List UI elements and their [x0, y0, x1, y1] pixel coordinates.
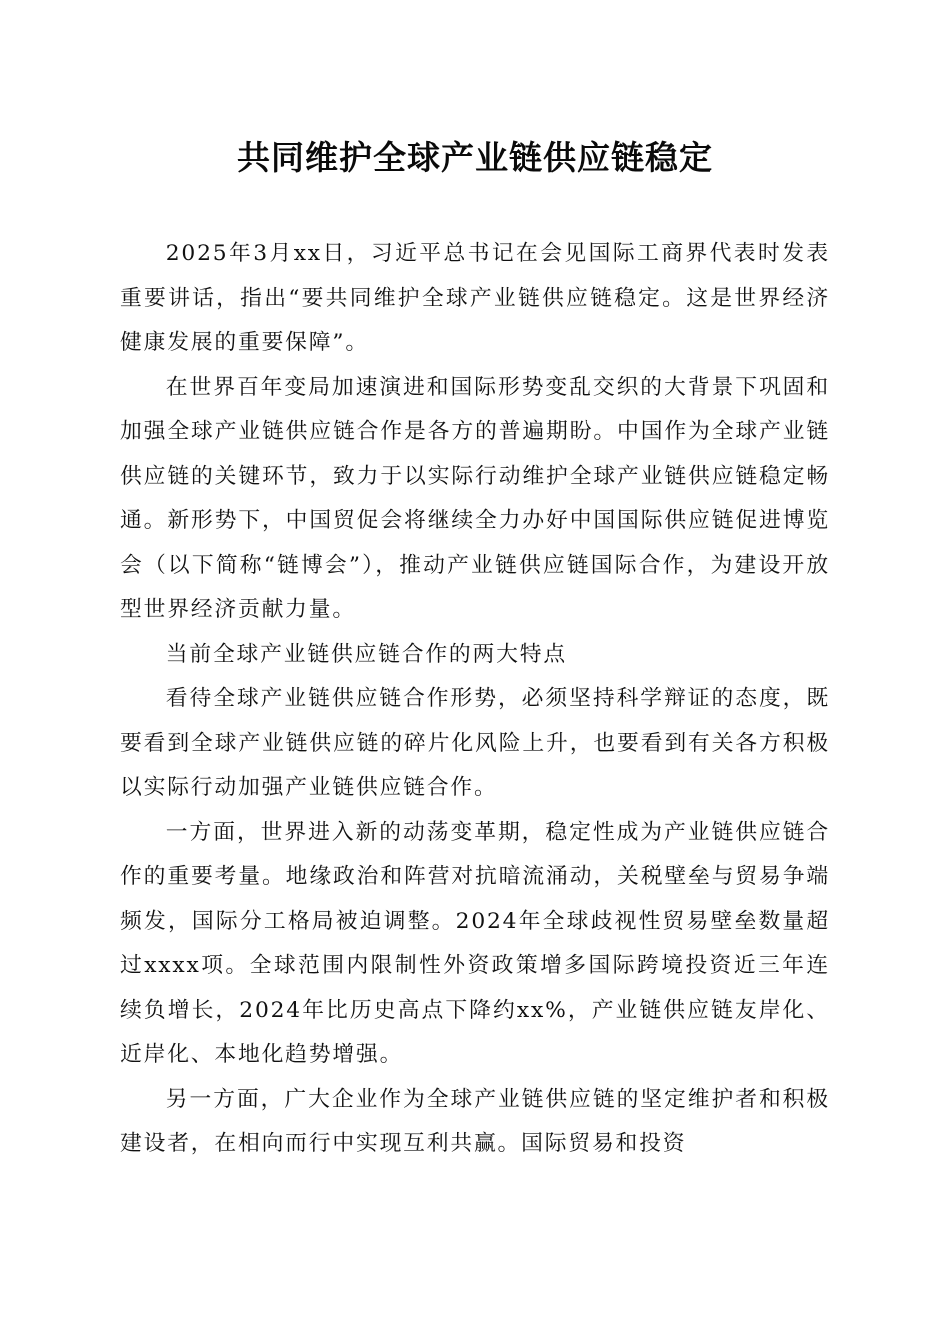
paragraph-one-hand: 一方面，世界进入新的动荡变革期，稳定性成为产业链供应链合作的重要考量。地缘政治和阵营对抗暗流涌动，关税壁垒与贸易争端频发，国际分工格局被迫调整。2024年全球歧视性贸易壁垒数量超过xxxx项。全球范围内限制性外资政策增多国际跨境投资近三年连续负增长，2024年比历史高点下降约xx%，产业链供应链友岸化、近岸化、本地化趋势增强。 — [120, 819, 830, 1067]
paragraph-intro: 2025年3月xx日，习近平总书记在会见国际工商界代表时发表重要讲话，指出“要共同维护全球产业链供应链稳定。这是世界经济健康发展的重要保障”。 — [120, 241, 830, 355]
paragraph-other-hand: 另一方面，广大企业作为全球产业链供应链的坚定维护者和积极建设者，在相向而行中实现互利共赢。国际贸易和投资 — [120, 1086, 830, 1156]
section-heading: 当前全球产业链供应链合作的两大特点 — [165, 641, 567, 667]
paragraph-background: 在世界百年变局加速演进和国际形势变乱交织的大背景下巩固和加强全球产业链供应链合作是各方的普遍期盼。中国作为全球产业链供应链的关键环节，致力于以实际行动维护全球产业链供应链稳定畅通。新形势下，中国贸促会将继续全力办好中国国际供应链促进博览会（以下简称“链博会”），推动产业链供应链国际合作，为建设开放型世界经济贡献力量。 — [120, 374, 830, 622]
paragraph-analysis: 看待全球产业链供应链合作形势，必须坚持科学辩证的态度，既要看到全球产业链供应链的碎片化风险上升，也要看到有关各方积极以实际行动加强产业链供应链合作。 — [120, 686, 830, 800]
document-title: 共同维护全球产业链供应链稳定 — [237, 138, 713, 177]
document-body — [120, 232, 830, 1167]
